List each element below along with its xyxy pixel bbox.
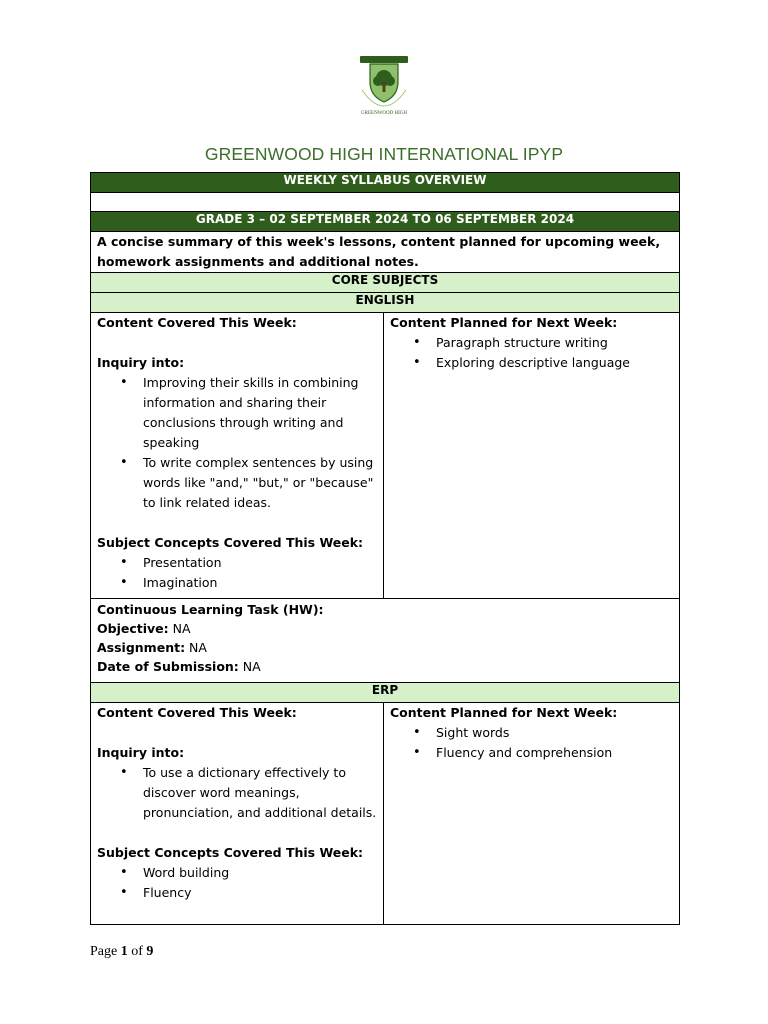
page-label: Page [90, 944, 118, 959]
svg-text:GREENWOOD HIGH: GREENWOOD HIGH [361, 111, 407, 116]
erp-header: ERP [91, 683, 680, 703]
objective-value: NA [172, 621, 191, 636]
of-label: of [131, 944, 143, 959]
list-item: • Sight words [436, 723, 673, 743]
list-item: • Presentation [143, 553, 377, 573]
english-covered-label: Content Covered This Week: [97, 315, 297, 330]
page-footer [90, 944, 153, 960]
erp-concepts-list [97, 863, 377, 903]
english-inquiry-label: Inquiry into: [97, 355, 185, 370]
hw-task-label: Continuous Learning Task (HW): [97, 602, 324, 617]
english-planned-list [390, 333, 673, 373]
school-title: GREENWOOD HIGH INTERNATIONAL IPYP [204, 144, 564, 164]
assignment-line [97, 638, 673, 657]
list-item: • Improving their skills in combining information and sharing their conclusions through writing and speaking [143, 373, 377, 453]
core-subjects-header: CORE SUBJECTS [91, 273, 680, 293]
english-inquiry-list [97, 373, 377, 513]
english-planned-cell [384, 313, 680, 599]
assignment-label: Assignment: [97, 640, 186, 655]
overview-header: WEEKLY SYLLABUS OVERVIEW [91, 173, 680, 193]
erp-planned-cell [384, 703, 680, 925]
english-header: ENGLISH [91, 293, 680, 313]
erp-planned-label: Content Planned for Next Week: [390, 705, 618, 720]
grade-header: GRADE 3 – 02 SEPTEMBER 2024 TO 06 SEPTEMBER 2024 [91, 212, 680, 232]
english-hw-cell [91, 599, 680, 683]
erp-inquiry-list [97, 763, 377, 823]
english-covered-cell [91, 313, 384, 599]
syllabus-table [90, 172, 680, 925]
english-concepts-label: Subject Concepts Covered This Week: [97, 535, 364, 550]
list-item: • Word building [143, 863, 377, 883]
blank-row [91, 193, 680, 212]
objective-line [97, 619, 673, 638]
english-planned-label: Content Planned for Next Week: [390, 315, 618, 330]
submission-label: Date of Submission: [97, 659, 239, 674]
list-item: • Paragraph structure writing [436, 333, 673, 353]
list-item: • To use a dictionary effectively to discover word meanings, pronunciation, and additional details. [143, 763, 377, 823]
page-number: 1 [120, 944, 128, 959]
english-concepts-list [97, 553, 377, 593]
school-crest-logo [354, 52, 414, 118]
assignment-value: NA [189, 640, 207, 655]
objective-label: Objective: [97, 621, 169, 636]
list-item: • Imagination [143, 573, 377, 593]
summary-text: A concise summary of this week's lessons, content planned for upcoming week, homework assignments and additional notes. [91, 232, 680, 273]
list-item: • Fluency and comprehension [436, 743, 673, 763]
erp-inquiry-label: Inquiry into: [97, 745, 185, 760]
list-item: • To write complex sentences by using words like "and," "but," or "because" to link related ideas. [143, 453, 377, 513]
submission-value: NA [242, 659, 261, 674]
submission-line [97, 657, 673, 676]
erp-concepts-label: Subject Concepts Covered This Week: [97, 845, 364, 860]
list-item: • Fluency [143, 883, 377, 903]
erp-covered-label: Content Covered This Week: [97, 705, 297, 720]
list-item: • Exploring descriptive language [436, 353, 673, 373]
page-total: 9 [146, 944, 154, 959]
erp-planned-list [390, 723, 673, 763]
erp-covered-cell [91, 703, 384, 925]
